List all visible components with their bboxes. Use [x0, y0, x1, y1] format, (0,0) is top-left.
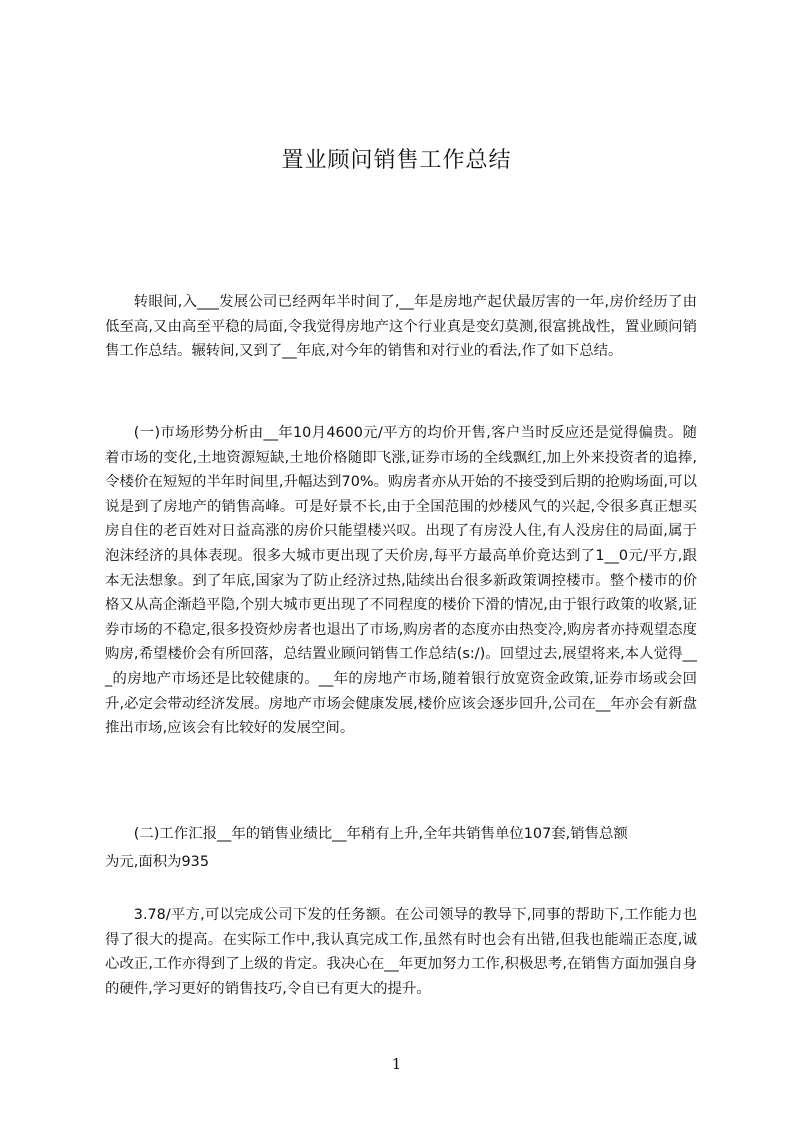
document-title: 置业顾问销售工作总结 [281, 148, 512, 173]
paragraph-intro: 转眼间,入___发展公司已经两年半时间了,__年是房地产起伏最厉害的一年,房价经历了由低至高,又由高至平稳的局面,令我觉得房地产这个行业真是变幻莫测,很富挑战性，置业顾问销售工作总结。辗转间,又到了__年底,对今年的销售和对行业的看法,作了如下总结。 [105, 294, 697, 360]
paragraph-work-report-continued: 为元,面积为935 [105, 854, 209, 870]
page-number: 1 [391, 1055, 402, 1073]
paragraph-conclusion: 3.78/平方,可以完成公司下发的任务额。在公司领导的教导下,同事的帮助下,工作能力也得了很大的提高。在实际工作中,我认真完成工作,虽然有时也会有出错,但我也能端正态度,诚心改正,工作亦得到了上级的肯定。我决心在__年更加努力工作,积极思考,在销售方面加强自身的硬件,学习更好的销售技巧,令自已有更大的提升。 [105, 907, 697, 997]
paragraph-market-analysis: (一)市场形势分析由__年10月4600元/平方的均价开售,客户当时反应还是觉得偏贵。随着市场的变化,土地资源短缺,土地价格随即飞涨,证券市场的全线飘红,加上外来投资者的追捧,令楼价在短短的半年时间里,升幅达到70%。购房者亦从开始的不接受到后期的抢购场面,可以说是到了房地产的销售高峰。可是好景不长,由于全国范围的炒楼风气的兴起,令很多真正想买房自住的老百姓对日益高涨的房价只能望楼兴叹。出现了有房没人住,有人没房住的局面,属于泡沫经济的具体表现。很多大城市更出现了天价房,每平方最高单价竟达到了1__0元/平方,跟本无法想象。到了年底,国家为了防止经济过热,陆续出台很多新政策调控楼市。整个楼市的价格又从高企渐趋平隐,个别大城市更出现了不同程度的楼价下滑的情况,由于银行政策的收紧,证券市场的不稳定,很多投资炒房者也退出了市场,购房者的态度亦由热变冷,购房者亦持观望态度购房,希望楼价会有所回落，总结置业顾问销售工作总结(s:/)。回望过去,展望将来,本人觉得___的房地产市场还是比较健康的。__年的房地产市场,随着银行放宽资金政策,证券市场或会回升,必定会带动经济发展。房地产市场会健康发展,楼价应该会逐步回升,公司在__年亦会有新盘推出市场,应该会有比较好的发展空间。 [105, 425, 697, 737]
paragraph-work-report: (二)工作汇报__年的销售业绩比__年稍有上升,全年共销售单位107套,销售总额 [133, 826, 628, 842]
